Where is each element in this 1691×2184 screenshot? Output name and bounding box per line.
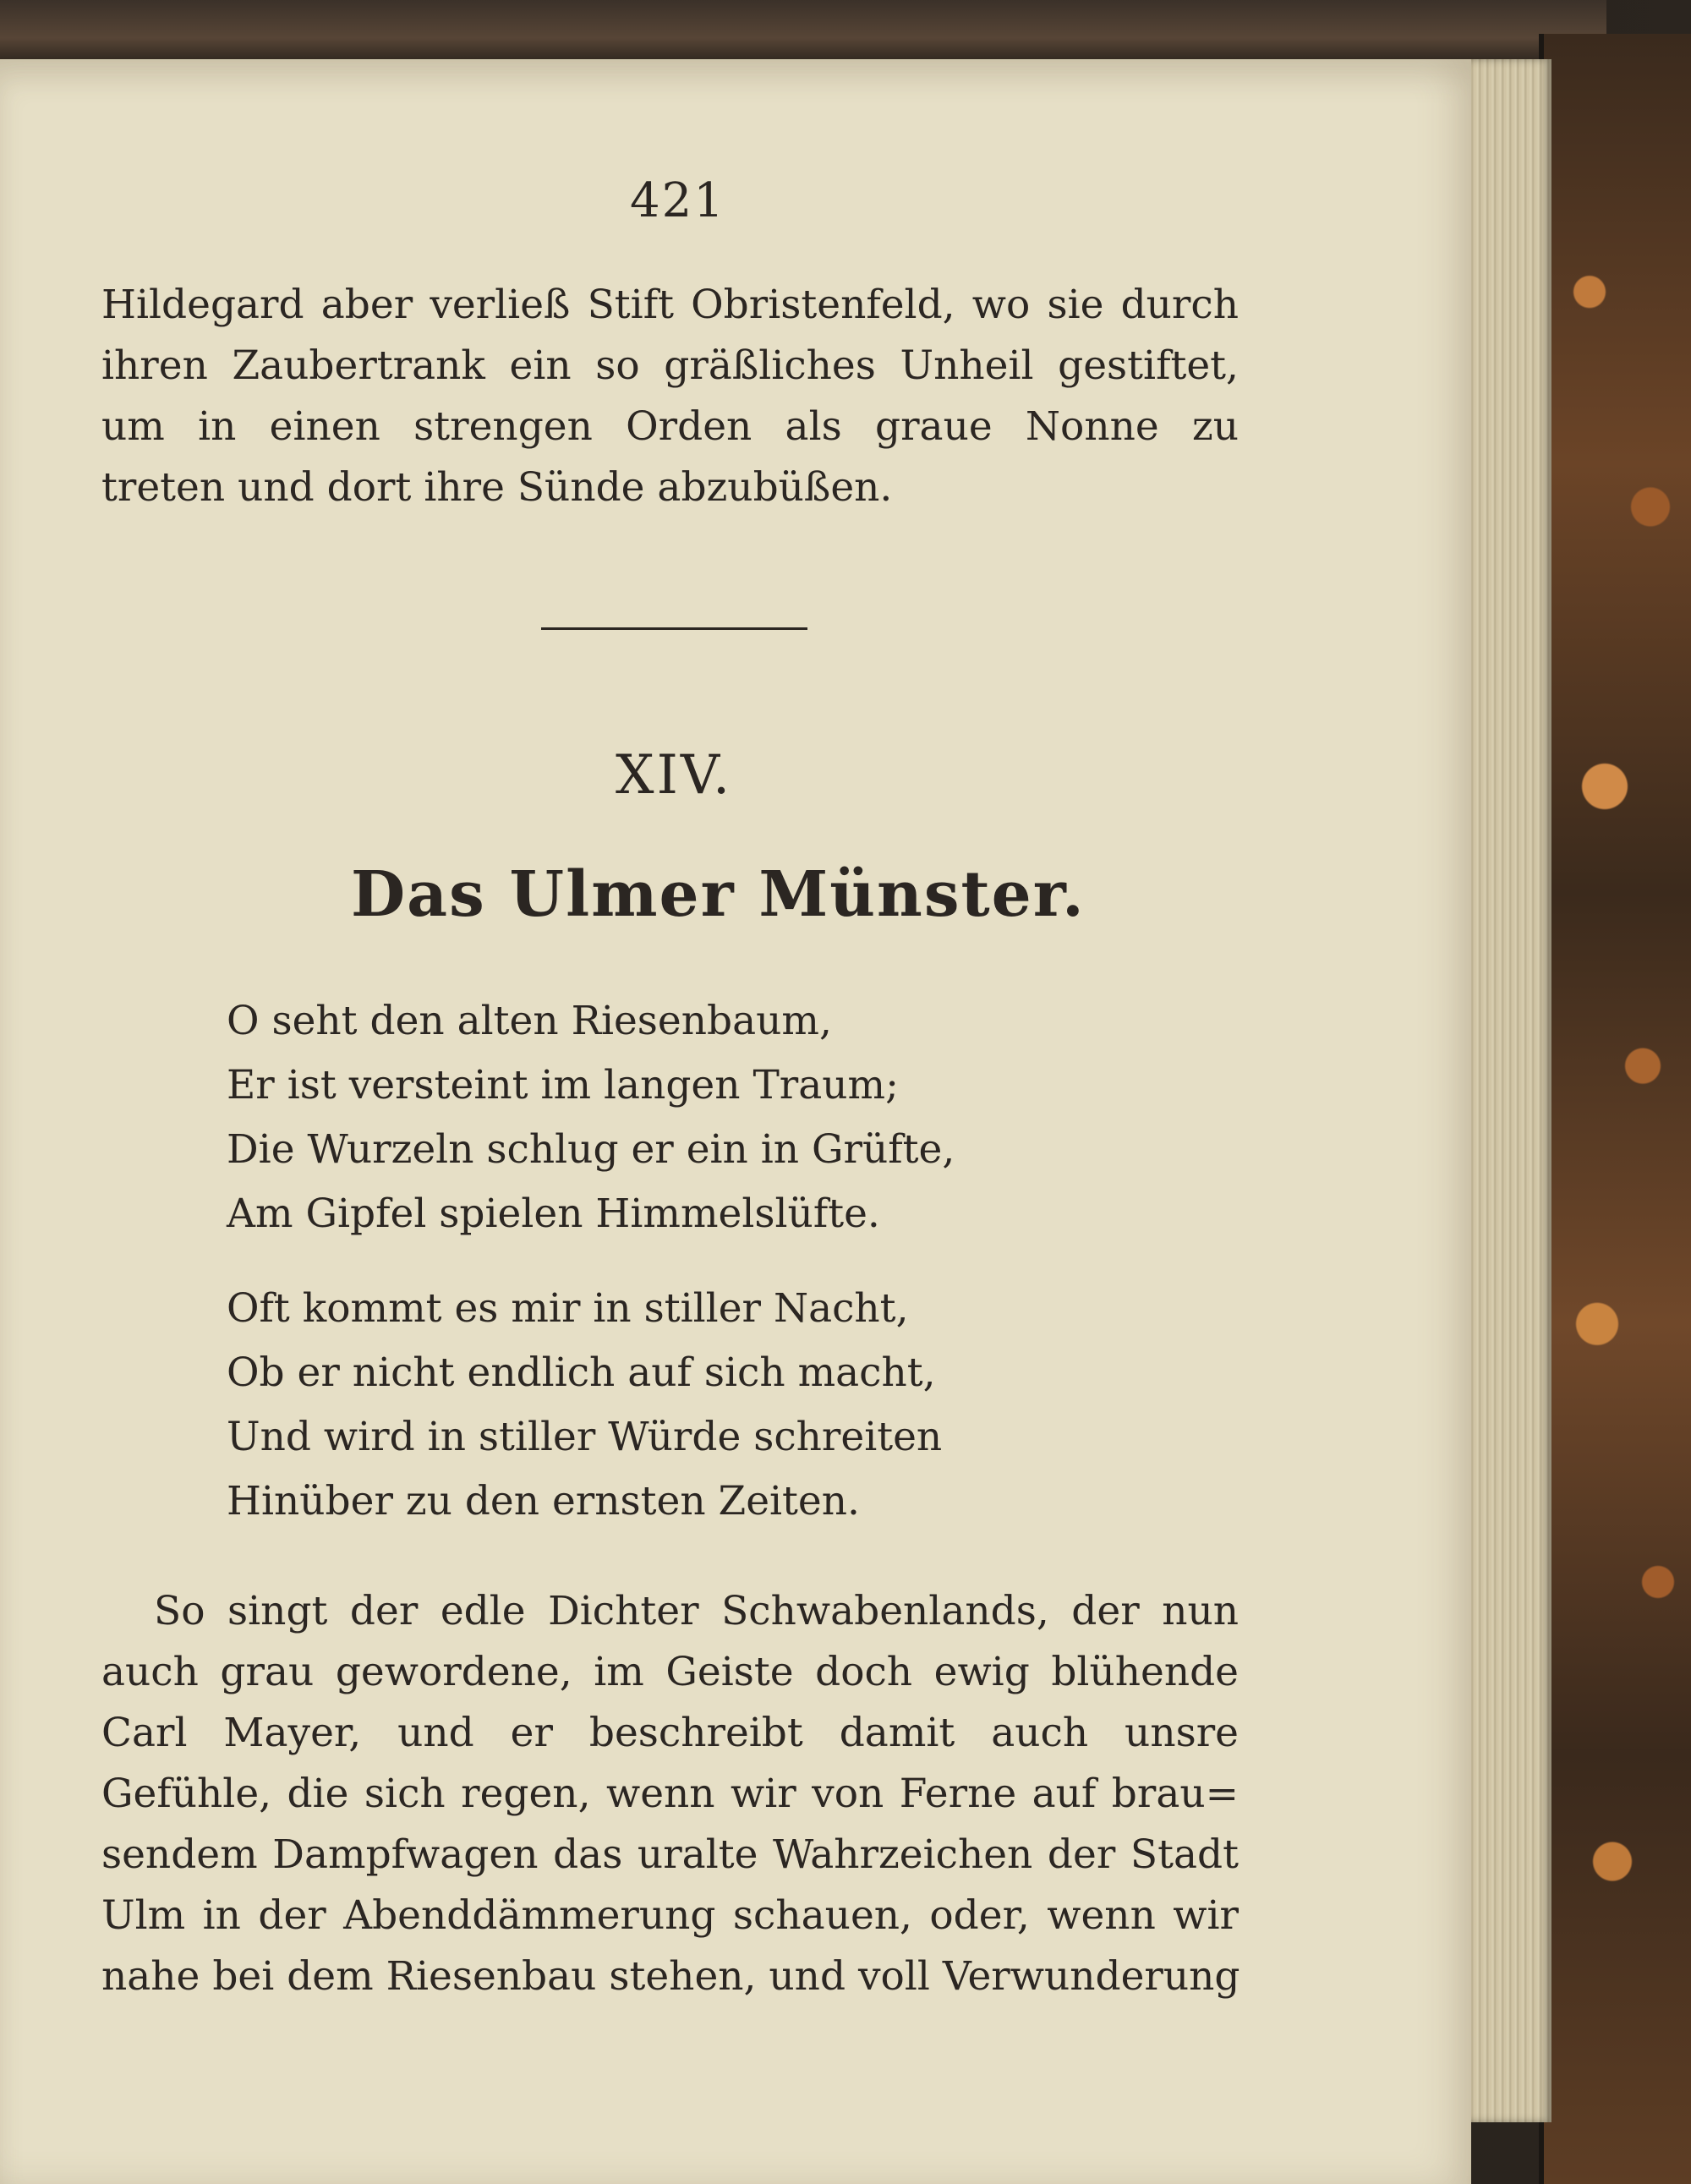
text-line: ihren Zaubertrank ein so gräßliches Unheil gestiftet, — [101, 342, 1239, 389]
paragraph-2 — [101, 1581, 1239, 2007]
poem-verse: O seht den alten Riesenbaum, — [227, 998, 832, 1044]
chapter-title: Das Ulmer Münster. — [351, 858, 1086, 931]
poem-stanza-2 — [227, 1277, 942, 1534]
poem-verse: Und wird in stiller Würde schreiten — [227, 1414, 943, 1460]
text-line: Ulm in der Abenddämmerung schauen, oder, wenn wir — [101, 1892, 1239, 1939]
poem-verse: Ob er nicht endlich auf sich macht, — [227, 1349, 936, 1396]
page-number: 421 — [630, 173, 725, 228]
section-divider — [541, 627, 807, 630]
book-top-edge — [0, 0, 1606, 63]
poem-stanza-1 — [227, 989, 955, 1246]
page-stack-edge — [1467, 59, 1551, 2122]
text-line: So singt der edle Dichter Schwabenlands, der nun — [154, 1588, 1239, 1634]
book-page — [0, 59, 1471, 2184]
text-line: treten und dort ihre Sünde abzubüßen. — [101, 464, 893, 511]
text-line: sendem Dampfwagen das uralte Wahrzeichen der Stadt — [101, 1831, 1239, 1878]
text-line: nahe bei dem Riesenbau stehen, und voll Verwunderung — [101, 1953, 1240, 2000]
text-line: um in einen strengen Orden als graue Nonne zu — [101, 403, 1239, 450]
section-number: XIV. — [616, 744, 733, 807]
text-line: Hildegard aber verließ Stift Obristenfeld, wo sie durch — [101, 282, 1239, 328]
poem-verse: Oft kommt es mir in stiller Nacht, — [227, 1285, 909, 1332]
text-line: auch grau gewordene, im Geiste doch ewig blühende — [101, 1649, 1239, 1695]
poem-verse: Die Wurzeln schlug er ein in Grüfte, — [227, 1126, 955, 1173]
text-line: Gefühle, die sich regen, wenn wir von Ferne auf brau= — [101, 1771, 1239, 1817]
poem-verse: Am Gipfel spielen Himmelslüfte. — [227, 1191, 880, 1237]
marbled-cover — [1539, 34, 1691, 2184]
poem-verse: Hinüber zu den ernsten Zeiten. — [227, 1478, 860, 1524]
poem-verse: Er ist versteint im langen Traum; — [227, 1062, 899, 1108]
paragraph-1 — [101, 275, 1239, 518]
text-line: Carl Mayer, und er beschreibt damit auch unsre — [101, 1710, 1239, 1756]
